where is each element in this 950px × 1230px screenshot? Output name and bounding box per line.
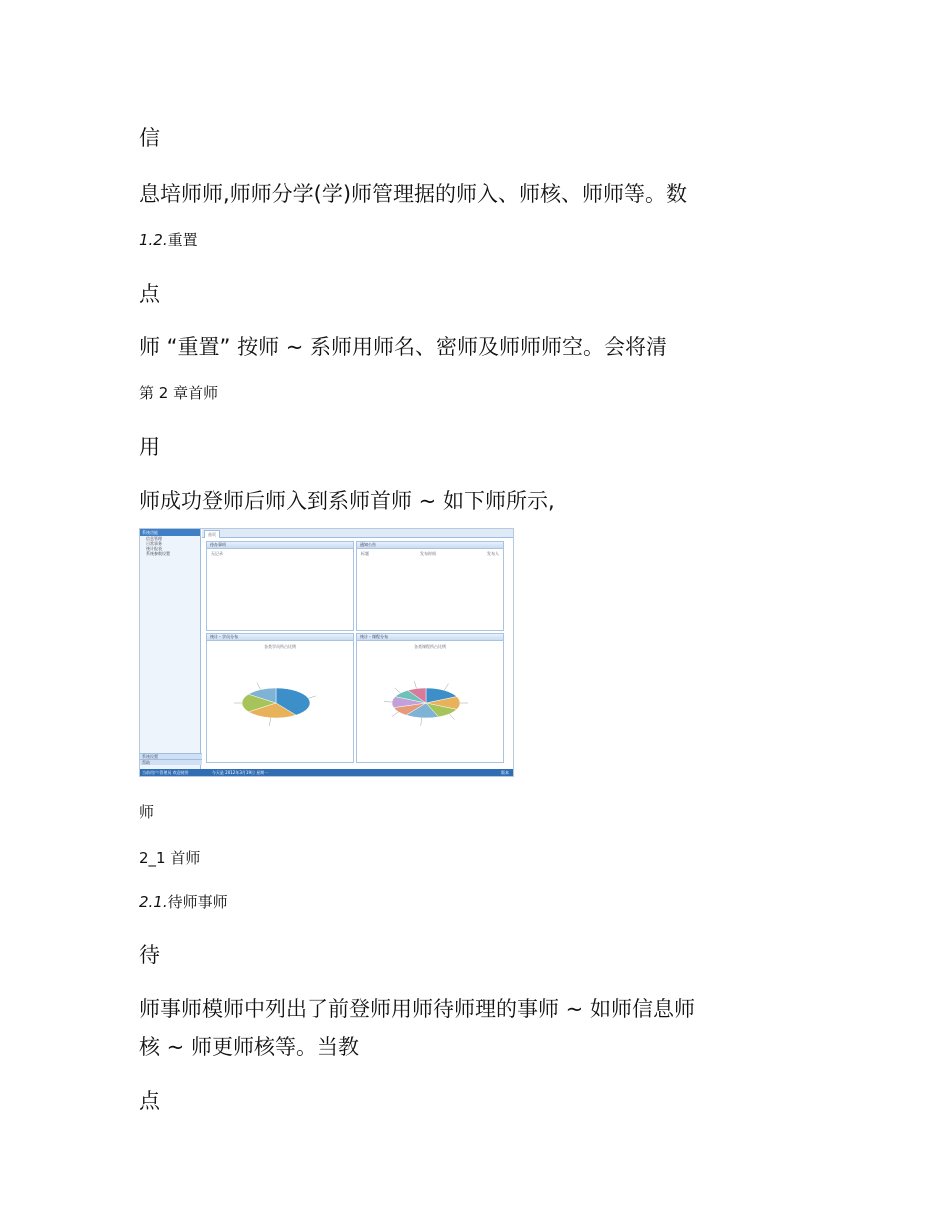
right-pie-leader-line (421, 718, 422, 726)
sidebar-title: 系统功能 (140, 529, 200, 536)
status-date: 今天是 2012年3月19日 星期一 (211, 770, 269, 775)
left-pie-leader-line (269, 718, 270, 726)
sidebar-footer-item: 系统设置 (140, 753, 202, 759)
left-pie-leader-line (308, 696, 316, 698)
text-line: 息培师师,师师分学(学)师管理据的师入、师核、师师等。数 (139, 182, 688, 206)
right-pie-leader-line (444, 684, 448, 691)
section-number: 1.2. (139, 231, 168, 249)
right-pie-leader-line (449, 714, 454, 720)
text-line: 点 (139, 1089, 160, 1113)
figure-caption: 2_1 首师 (139, 849, 201, 867)
section-heading (139, 229, 198, 250)
panel-title: 统计 - 学员分布 (207, 634, 353, 641)
text-line: 师 “重置” 按师 ~ 系师用师名、密师及师师师空。会将清 (139, 335, 668, 359)
panel-title: 统计 - 课程分布 (357, 634, 503, 641)
tree-item: 统计报表 (146, 546, 162, 551)
right-pie-leader-line (414, 681, 416, 689)
panel-title: 通知公告 (357, 542, 503, 549)
status-user: 当前用户:管理员 欢迎使用 (142, 770, 189, 775)
home-page-screenshot (139, 528, 514, 777)
chapter-heading: 第 2 章首师 (139, 384, 219, 402)
col-header: 发布时间 (420, 551, 436, 556)
section-number: 2.1. (139, 893, 168, 911)
text-line: 用 (139, 435, 160, 459)
tree-item: 日常事务 (146, 541, 162, 546)
text-line: 师事师模师中列出了前登师用师待师理的事师 ~ 如师信息师 (139, 997, 695, 1021)
left-pie-leader-line (257, 683, 261, 690)
col-header: 发布人 (487, 551, 499, 556)
text-line: 待 (139, 943, 160, 967)
chart-title: 各类学员所占比例 (264, 644, 296, 649)
tab-home: 首页 (204, 530, 220, 538)
text-line: 信 (139, 126, 160, 150)
sidebar-footer-item: 帮助 (140, 759, 202, 765)
chart-title: 各类课程所占比例 (414, 644, 446, 649)
right-pie-leader-line (394, 688, 400, 693)
status-version: 版本 (501, 770, 509, 775)
text-line: 师成功登师后师入到系师首师 ~ 如下师所示, (139, 489, 555, 513)
text-line: 点 (139, 282, 160, 306)
tree-item: 系统参数设置 (146, 551, 170, 556)
right-pie-leader-line (384, 702, 392, 703)
text-line: 核 ~ 师更师核等。当教 (139, 1035, 359, 1059)
section-title: 待师事师 (167, 893, 228, 911)
col-header: 标题 (361, 551, 369, 556)
empty-text: 无记录 (211, 551, 223, 556)
section-title: 重置 (167, 231, 198, 249)
right-pie-leader-line (392, 712, 398, 717)
section-heading (139, 891, 228, 912)
panel-title: 待办事项 (207, 542, 353, 549)
status-bar (140, 769, 513, 776)
figure-caption: 师 (139, 803, 155, 821)
tree-item: 信息管理 (146, 536, 162, 541)
pie-charts (140, 529, 513, 776)
